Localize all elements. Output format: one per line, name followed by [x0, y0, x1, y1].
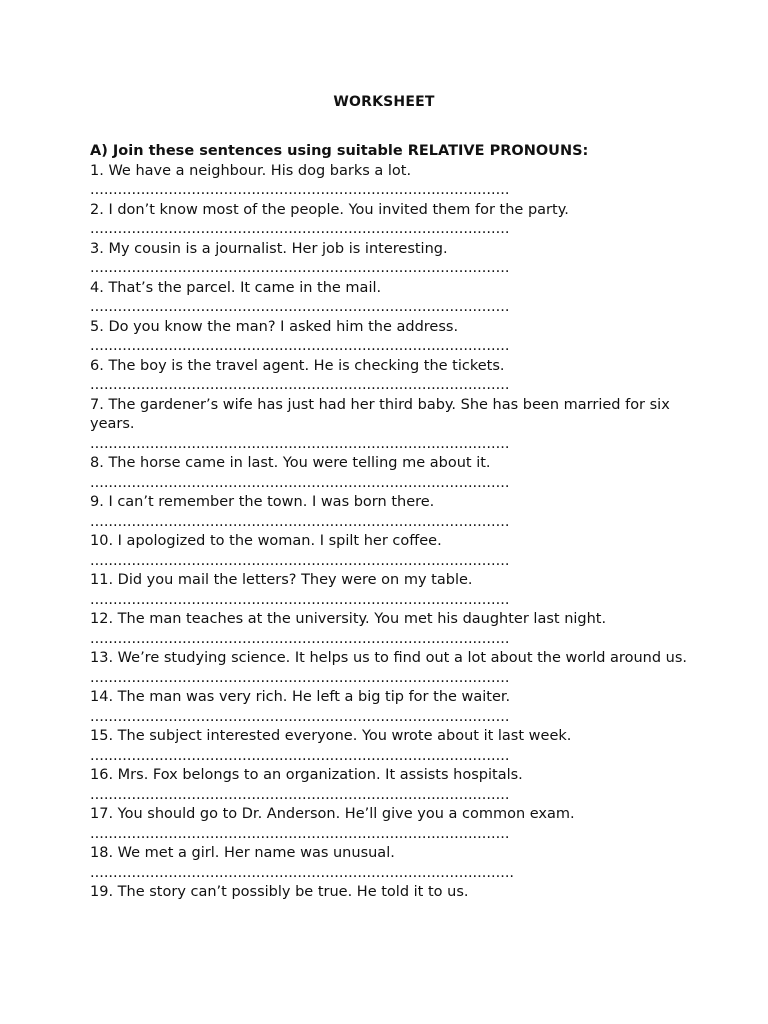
question-text: 9. I can’t remember the town. I was born there. — [90, 494, 435, 510]
question-text: 3. My cousin is a journalist. Her job is interesting. — [90, 240, 448, 257]
question-item-1 — [90, 162, 690, 201]
question-text: 2. I don’t know most of the people. You invited them for the party. — [90, 201, 569, 218]
question-text: 11. Did you mail the letters? They were on my table. — [90, 572, 473, 588]
question-text: 8. The horse came in last. You were telling me about it. — [90, 455, 491, 471]
question-item-19 — [90, 883, 690, 903]
question-item-17 — [90, 805, 690, 844]
question-item-3 — [90, 240, 690, 279]
answer-line: ........................................................................................... — [90, 786, 510, 803]
answer-line: ........................................................................................... — [90, 182, 510, 198]
answer-line: ........................................................................................... — [90, 474, 510, 491]
question-text: 12. The man teaches at the university. You met his daughter last night. — [90, 611, 607, 627]
answer-line: ........................................................................................... — [90, 630, 510, 647]
question-text: 18. We met a girl. Her name was unusual. — [90, 845, 395, 861]
question-item-16 — [90, 766, 690, 805]
question-text: 19. The story can’t possibly be true. He told it to us. — [90, 884, 469, 900]
answer-line: ........................................................................................... — [90, 552, 510, 569]
question-text: 16. Mrs. Fox belongs to an organization. It assists hospitals. — [90, 767, 523, 783]
answer-line: ........................................................................................... — [90, 435, 510, 452]
question-item-11 — [90, 571, 690, 610]
question-item-6 — [90, 357, 690, 396]
question-item-10 — [90, 532, 690, 571]
answer-line: ........................................................................................... — [90, 260, 510, 276]
question-text: 17. You should go to Dr. Anderson. He’ll give you a common exam. — [90, 806, 575, 822]
question-item-4 — [90, 279, 690, 318]
question-item-12 — [90, 610, 690, 649]
question-text: 13. We’re studying science. It helps us to find out a lot about the world around us. — [90, 650, 687, 666]
answer-line: ........................................................................................... — [90, 708, 510, 725]
question-text: 1. We have a neighbour. His dog barks a lot. — [90, 162, 412, 179]
answer-line: ........................................................................................... — [90, 299, 510, 315]
question-text: 7. The gardener’s wife has just had her third baby. She has been married for six years. — [90, 396, 670, 432]
answer-line: ........................................................................................... — [90, 747, 510, 764]
question-item-7 — [90, 396, 690, 455]
answer-line: ........................................................................................... — [90, 669, 510, 686]
answer-line: ........................................................................................... — [90, 221, 510, 237]
answer-line: ........................................................................................... — [90, 825, 510, 842]
answer-line: ........................................................................................... — [90, 377, 510, 393]
question-text: 10. I apologized to the woman. I spilt her coffee. — [90, 533, 442, 549]
question-text: 15. The subject interested everyone. You wrote about it last week. — [90, 728, 572, 744]
question-item-9 — [90, 493, 690, 532]
question-text: 14. The man was very rich. He left a big tip for the waiter. — [90, 689, 511, 705]
section-a-instruction: A) Join these sentences using suitable RELATIVE PRONOUNS: — [90, 143, 589, 159]
answer-line: ............................................................................................ — [90, 864, 515, 881]
question-text: 4. That’s the parcel. It came in the mail. — [90, 279, 382, 296]
question-item-8 — [90, 454, 690, 493]
question-item-2 — [90, 201, 690, 240]
answer-line: ........................................................................................... — [90, 513, 510, 530]
question-item-5 — [90, 318, 690, 357]
question-item-14 — [90, 688, 690, 727]
question-item-15 — [90, 727, 690, 766]
question-item-13 — [90, 649, 690, 688]
answer-line: ........................................................................................... — [90, 338, 510, 354]
answer-line: ........................................................................................... — [90, 591, 510, 608]
question-text: 6. The boy is the travel agent. He is checking the tickets. — [90, 357, 505, 374]
question-text: 5. Do you know the man? I asked him the address. — [90, 318, 459, 335]
worksheet-title: WORKSHEET — [333, 94, 435, 110]
question-item-18 — [90, 844, 690, 883]
section-a — [90, 142, 690, 903]
